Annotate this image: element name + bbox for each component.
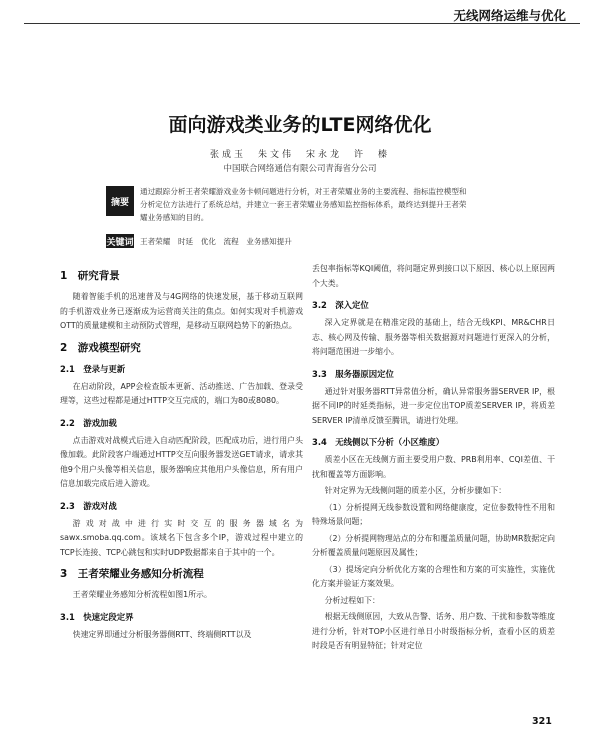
section-3-4-paragraph-2: 针对定界为无线侧问题的质差小区，分析步骤如下： <box>324 486 507 495</box>
section-2-heading: 2 游戏模型研究 <box>60 341 141 354</box>
header-rule <box>24 23 580 24</box>
section-1-heading: 1 研究背景 <box>60 270 120 282</box>
section-3-4-paragraph-7: 根据无线侧原因，大致从告警、话务、用户数、干扰和参数等维度进行分析，针对TOP小区进行单日小时级指标分析，查看小区的质差时段是否有明显特征；针对定位 <box>312 612 555 650</box>
section-3-heading: 3 王者荣耀业务感知分析流程 <box>60 568 204 580</box>
section-3-3-paragraph: 通过针对服务器RTT异常值分析，确认异常服务器SERVER IP，根据不同IP的时延类指标，进一步定位出TOP质差SERVER IP，将质差SERVER IP清单反馈至腾讯，请进行处理。 <box>312 386 555 425</box>
section-2-1-paragraph: 在启动阶段，APP会检查版本更新、活动推送、广告加载、登录受理等，这些过程都是通过HTTP交互完成的，端口为80或8080。 <box>60 381 303 405</box>
authors: 张成玉 朱文伟 宋永龙 许 榛 <box>209 150 390 160</box>
left-column <box>60 262 303 644</box>
section-3-1-heading: 3.1 快速定段定界 <box>60 611 134 622</box>
section-3-4-paragraph-1: 质差小区在无线侧方面主要受用户数、PRB利用率、CQI差值、干扰和覆盖等方面影响。 <box>312 455 555 479</box>
keywords-label: 关键词 <box>106 234 134 248</box>
section-3-3-heading: 3.3 服务器原因定位 <box>312 368 394 379</box>
section-1-paragraph: 随着智能手机的迅速普及与4G网络的快速发展，基于移动互联网的手机游戏业务已逐渐成为运营商关注的焦点。如何实现对手机游戏OTT的质量建模和主动预防式管理，是移动互联网趋势下的新热点。 <box>60 292 303 330</box>
paper-title: 面向游戏类业务的LTE网络优化 <box>168 114 432 136</box>
section-3-4-step-1: （1）分析提网无线参数设置和网络健康度，定位参数特性不用和特殊场景问题； <box>312 502 555 526</box>
page-number: 321 <box>532 716 552 727</box>
running-header: 无线网络运维与优化 <box>453 8 566 23</box>
section-2-2-heading: 2.2 游戏加载 <box>60 417 117 428</box>
abstract-label: 摘要 <box>106 186 134 216</box>
continued-paragraph: 丢包率指标等KQI阈值，将问题定界到接口以下原因、核心以上原因两个大类。 <box>312 264 555 288</box>
section-3-4-step-3: （3）提场定向分析优化方案的合理性和方案的可实施性，实施优化方案并验证方案效果。 <box>312 564 555 588</box>
section-3-4-heading: 3.4 无线侧以下分析（小区维度） <box>312 437 445 447</box>
section-2-3-heading: 2.3 游戏对战 <box>60 500 117 511</box>
right-column <box>312 262 555 656</box>
abstract-text: 通过跟踪分析王者荣耀游戏业务卡顿问题进行分析，对王者荣耀业务的主要流程、指标监控模型和分析定位方法进行了系统总结，并建立一套王者荣耀业务感知监控指标体系，最终达到提升王者荣耀业务感知的目的。 <box>140 187 467 222</box>
keywords-text: 王者荣耀 时延 优化 流程 业务感知提升 <box>140 237 292 246</box>
section-3-4-step-2: （2）分析提网物理站点的分布和覆盖质量问题，协助MR数据定向分析覆盖质量问题原因及属性； <box>312 533 555 557</box>
section-3-4-paragraph-6: 分析过程如下： <box>324 595 380 605</box>
section-2-1-heading: 2.1 登录与更新 <box>60 363 126 374</box>
section-2-2-paragraph: 点击游戏对战模式后进入自动匹配阶段，匹配成功后，进行用户头像加载。此阶段客户端通过HTTP交互向服务器发送GET请求，请求其他9个用户头像等相关信息，服务器响应其他用户头像信息，所有用户信息加载完成后进入游戏。 <box>60 435 303 488</box>
affiliation: 中国联合网络通信有限公司青海省分公司 <box>223 164 377 174</box>
section-3-2-paragraph: 深入定界就是在精准定段的基础上，结合无线KPI、MR&CHR日志、核心网及传输、服务器等相关数据源对问题进行更深入的分析，将问题范围进一步缩小。 <box>312 318 555 356</box>
section-3-paragraph: 王者荣耀业务感知分析流程如图1所示。 <box>72 590 212 599</box>
section-2-3-paragraph: 游戏对战中进行实时交互的服务器域名为sawx.smoba.qq.com。该域名下包含多个IP，游戏过程中建立的TCP长连接、TCP心跳包和实时UDP数据都来自于其中的一个。 <box>60 518 303 557</box>
section-3-1-paragraph: 快速定界即通过分析服务器侧RTT、终端侧RTT以及 <box>72 629 252 639</box>
section-3-2-heading: 3.2 深入定位 <box>312 300 369 310</box>
